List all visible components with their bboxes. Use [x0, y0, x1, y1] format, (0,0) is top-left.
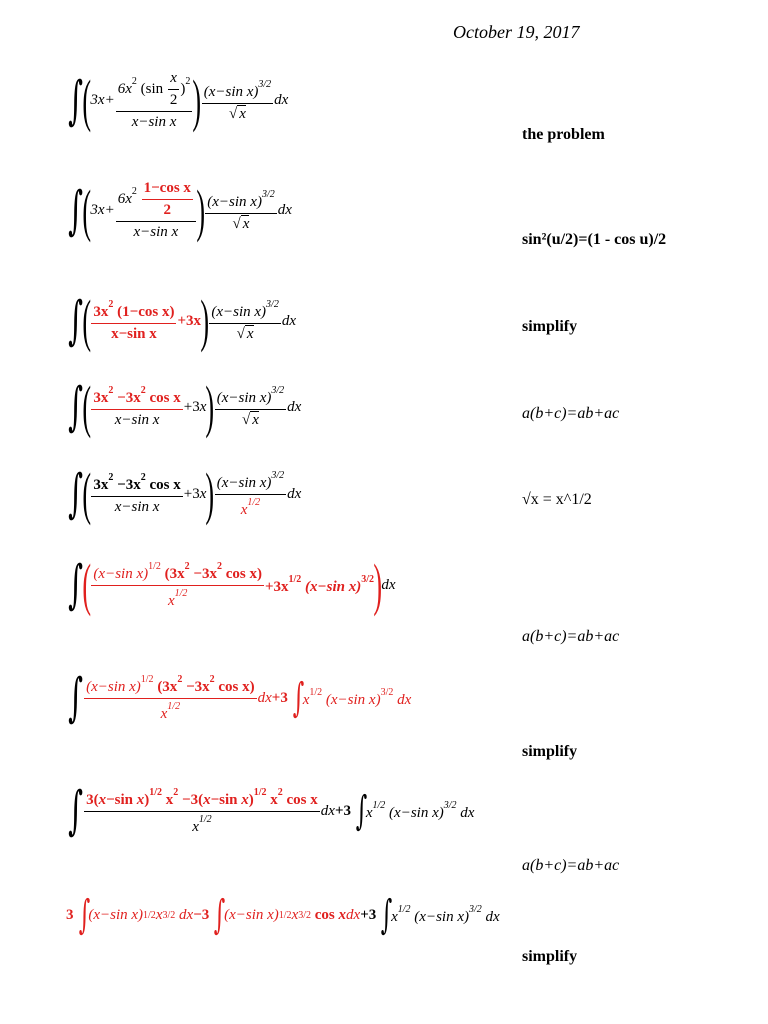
- equation-step-5: ∫ ( $\frac{3x^2 -3x^2 \cos x}{\text{x−sin x}}$ +3x ) $\frac{(x-\sin x)^{3/2}}{x^{1/2}}$ dx: [68, 461, 302, 526]
- equation-step-7: ∫ $\frac{(x-\sin x)^{1/2} (3x^2 -3x^2 \cos x)}{x^{1/2}}$ dx+3 ∫ $x^{1/2}$ (x−sin x)$^{3/2}$ dx: [68, 668, 412, 728]
- annotation-2: sin²(u/2)=(1 - cos u)/2: [522, 231, 667, 248]
- equation-step-6: ∫ ( $\frac{(x-\sin x)^{1/2} (3x^2 -3x^2 \cos x)}{x^{1/2}}$ $+3x^{1/2}$ (x−sin x)$^{3/2}$ ) dx: [68, 552, 396, 617]
- annotation-6: a(b+c)=ab+ac: [522, 628, 620, 645]
- annotation-5: √x = x^1/2: [522, 491, 592, 508]
- document-date: October 19, 2017: [453, 22, 580, 42]
- annotation-9: simplify: [522, 948, 578, 965]
- equation-step-3: ∫ ( $\frac{3x^2 (1-\cos x)}{\text{x−sin x}}$ +3x ) $\frac{(x-\sin x)^{3/2}}{√ x}$ dx: [68, 288, 296, 353]
- equation-step-9: 3 ∫ (x−sin x) 1/2 x 3/2 dx −3 ∫ (x−sin x) 1/2 x 3/2 cos x dx +3 ∫ $x^{1/2}$ (x−sin x)$^{3/2}$ dx: [66, 892, 500, 938]
- annotation-4: a(b+c)=ab+ac: [522, 405, 620, 422]
- equation-step-1: ∫ ( 3x+ $6x^2$ (sin $\frac{x}{2}$ )$^2$ x−sin x ) $\frac{(x-\sin x)^{3/2}}{√ x}$ dx: [68, 67, 289, 133]
- annotation-7: simplify: [522, 743, 578, 760]
- equation-step-8: ∫ $\frac{3(x-\sin x)^{1/2} x^2 -3(x-\sin x)^{1/2} x^2 \cos x}{x^{1/2}}$ dx +3 ∫ $x^{1/2}$ (x−sin x)$^{3/2}$ dx: [68, 781, 475, 841]
- annotation-8: a(b+c)=ab+ac: [522, 857, 620, 874]
- annotation-3: simplify: [522, 318, 578, 335]
- equation-step-2: ∫ ( 3x+ $6x^2$ $\frac{\text{1−cos x}}{2}$ x−sin x ) $\frac{(x-\sin x)^{3/2}}{√ x}$ dx: [68, 177, 292, 243]
- equation-step-4: ∫ ( $\frac{3x^2 -3x^2 \cos x}{\text{x−sin x}}$ +3x ) $\frac{(x-\sin x)^{3/2}}{√ x}$ dx: [68, 374, 302, 439]
- annotation-1: the problem: [522, 126, 605, 143]
